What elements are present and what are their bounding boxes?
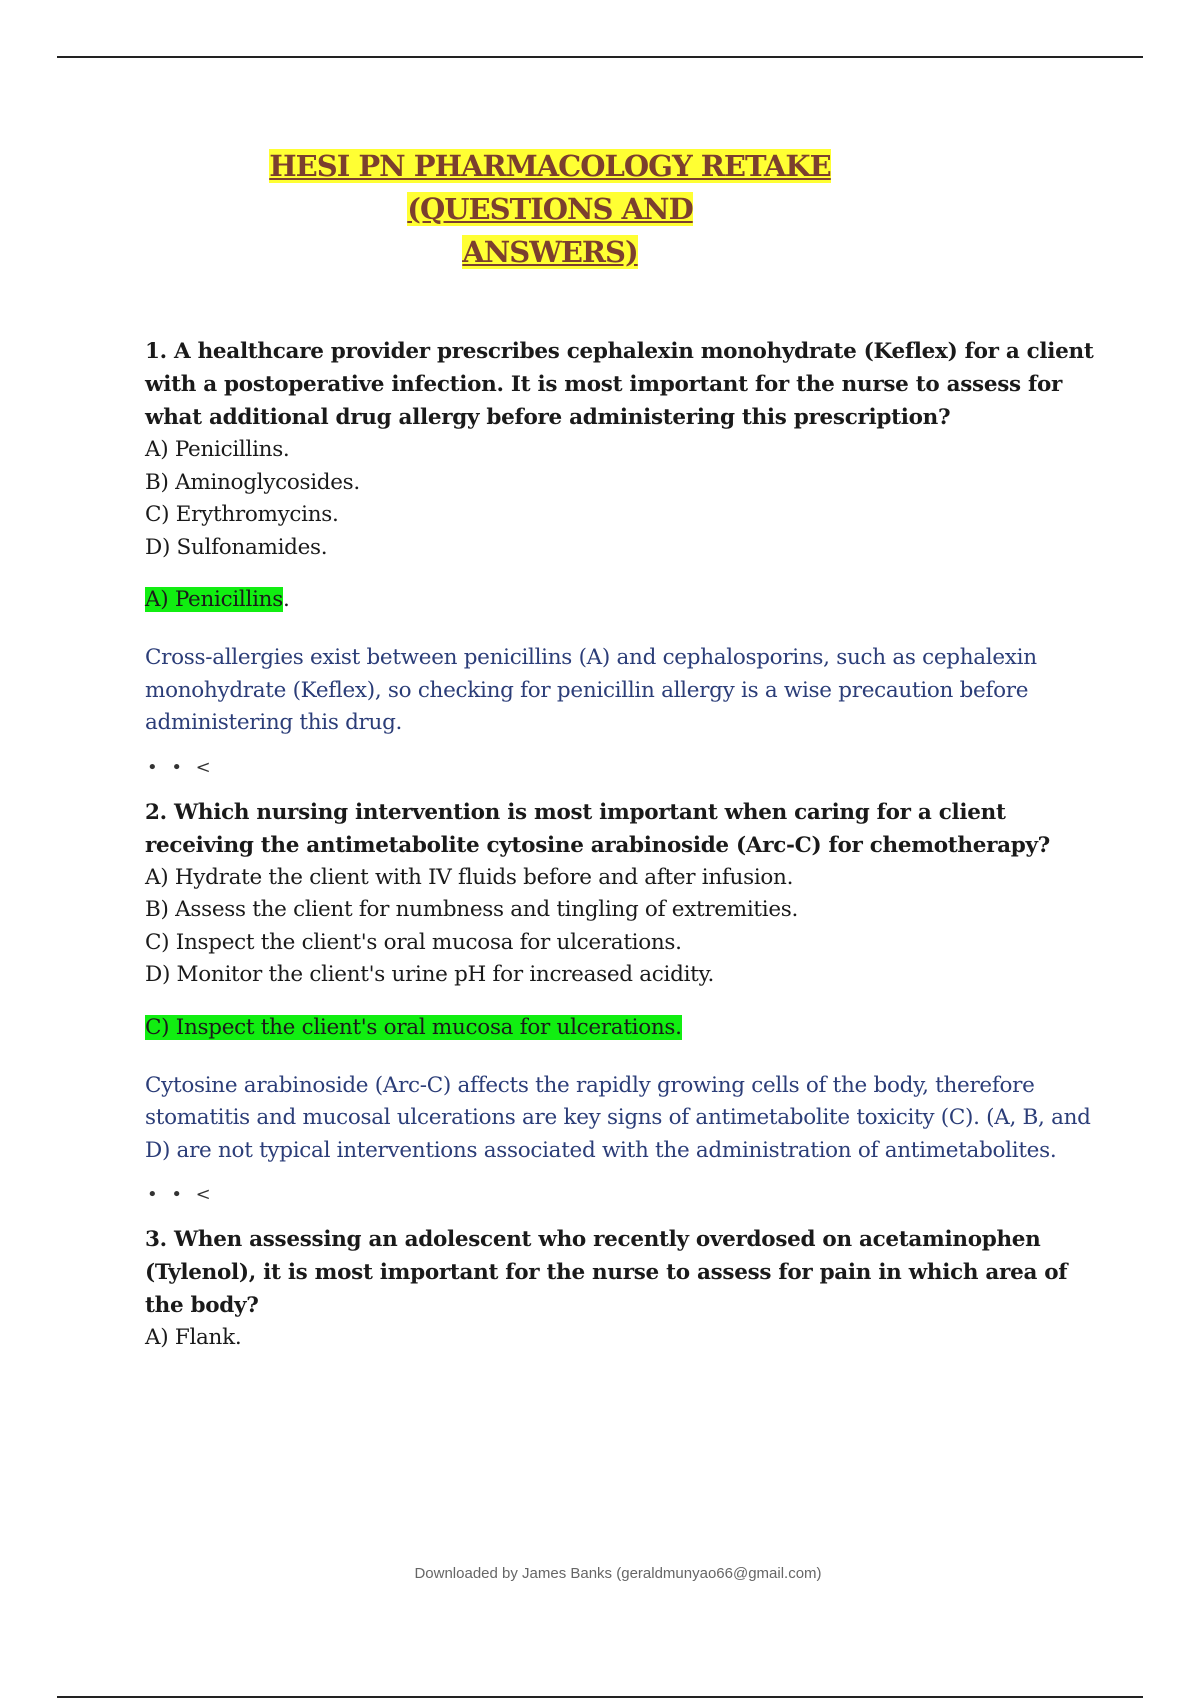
- question-2-separator: • • <: [147, 1184, 215, 1205]
- top-rule: [57, 56, 1143, 58]
- question-1-answer-suffix: .: [282, 587, 290, 612]
- question-2-option-d: D) Monitor the client's urine pH for increased acidity.: [145, 962, 715, 987]
- question-1-text: 1. A healthcare provider prescribes cephalexin monohydrate (Keflex) for a client with a postoperative infection. It is most important for the nurse to assess for what additional drug allergy before administering this prescription?: [145, 339, 1094, 430]
- bottom-rule: [57, 1696, 1143, 1698]
- question-2-text: 2. Which nursing intervention is most important when caring for a client receiving the antimetabolite cytosine arabinoside (Arc-C) for chemotherapy?: [145, 799, 1050, 858]
- question-2: [145, 796, 1095, 1210]
- download-footer: Downloaded by James Banks (geraldmunyao66@gmail.com): [414, 1565, 822, 1582]
- question-2-option-b: B) Assess the client for numbness and tingling of extremities.: [145, 897, 799, 922]
- question-1-answer: [145, 584, 1095, 616]
- title-line-1: HESI PN PHARMACOLOGY RETAKE (QUESTIONS AND: [269, 149, 831, 226]
- question-3-text: 3. When assessing an adolescent who recently overdosed on acetaminophen (Tylenol), it is most important for the nurse to assess for pain in which area of the body?: [145, 1227, 1068, 1318]
- question-1-option-d: D) Sulfonamides.: [145, 534, 328, 560]
- question-1: [145, 335, 1095, 782]
- question-2-rationale: Cytosine arabinoside (Arc-C) affects the rapidly growing cells of the body, therefore stomatitis and mucosal ulcerations are key signs of antimetabolite toxicity (C). (A, B, and D) are not typical interventions associated with the administration of antimetabolites.: [145, 1072, 1091, 1163]
- document-title: [170, 145, 930, 274]
- document-body: [145, 335, 1095, 1355]
- question-1-separator: • • <: [147, 756, 215, 778]
- question-3-option-a: A) Flank.: [145, 1325, 242, 1350]
- question-2-option-c: C) Inspect the client's oral mucosa for ulcerations.: [145, 929, 682, 955]
- title-line-2: ANSWERS): [462, 235, 638, 269]
- question-1-option-a: A) Penicillins.: [145, 437, 290, 462]
- question-1-answer-highlight: A) Penicillins: [145, 587, 283, 612]
- question-2-answer-highlight: C) Inspect the client's oral mucosa for ulcerations.: [145, 1014, 682, 1040]
- question-3: [145, 1223, 1095, 1355]
- question-2-answer: [145, 1012, 1095, 1044]
- question-1-option-c: C) Erythromycins.: [145, 502, 339, 527]
- question-1-option-b: B) Aminoglycosides.: [145, 469, 360, 495]
- question-2-option-a: A) Hydrate the client with IV fluids before and after infusion.: [145, 864, 794, 890]
- question-1-rationale: Cross-allergies exist between penicillins (A) and cephalosporins, such as cephalexin monohydrate (Keflex), so checking for penicillin allergy is a wise precaution before administering this drug.: [145, 645, 1037, 735]
